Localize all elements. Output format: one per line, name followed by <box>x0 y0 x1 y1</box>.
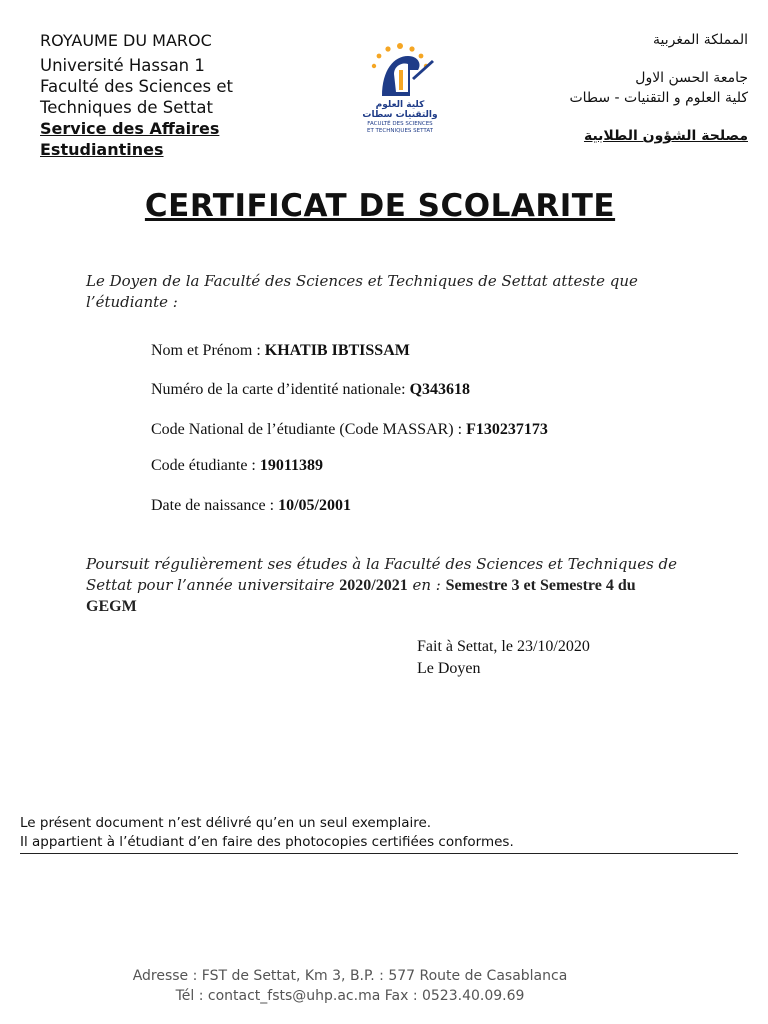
field-birth-date-label: Date de naissance : <box>151 497 279 514</box>
faculty-name-line2: Techniques de Settat <box>40 98 213 117</box>
country-name-ar: المملكة المغربية <box>652 32 748 48</box>
field-student-code-label: Code étudiante : <box>151 457 260 474</box>
notice-line1: Le présent document n’est délivré qu’en un seul exemplaire. <box>20 815 432 831</box>
university-name-ar: جامعة الحسن الاول <box>635 70 748 86</box>
field-birth-date <box>151 497 351 515</box>
footer-address <box>0 966 700 1006</box>
logo-caption-fr-1: FACULTÉ DES SCIENCES <box>367 121 433 127</box>
faculty-name-ar: كلية العلوم و التقنيات - سطات <box>569 90 748 106</box>
address-line: Adresse : FST de Settat, Km 3, B.P. : 577 Route de Casablanca <box>132 968 568 984</box>
country-name: ROYAUME DU MAROC <box>40 31 212 50</box>
field-name <box>151 342 410 360</box>
field-cin-value: Q343618 <box>409 381 471 398</box>
service-name-ar: مصلحة الشؤون الطلابية <box>583 128 748 144</box>
field-name-value: KHATIB IBTISSAM <box>264 342 410 359</box>
place-date: Fait à Settat, le 23/10/2020 <box>417 638 590 655</box>
field-massar-value: F130237173 <box>466 421 548 438</box>
field-cin-label: Numéro de la carte d’identité nationale: <box>151 381 410 398</box>
pursuit-text-1: Poursuit régulièrement ses études à la Faculté des Sciences et Techniques de Settat pour l’année universitaire <box>86 555 678 594</box>
faculty-logo <box>352 40 448 134</box>
faculty-name-line1: Faculté des Sciences et <box>40 77 233 96</box>
logo-emblem-icon <box>352 40 448 100</box>
logo-caption-ar-2: والتقنيات سطات <box>362 110 438 120</box>
signature-block <box>417 636 590 680</box>
semesters: Semestre 3 et Semestre 4 du GEGM <box>86 577 636 615</box>
field-student-code <box>151 457 323 475</box>
field-name-label: Nom et Prénom : <box>151 342 265 359</box>
university-name: Université Hassan 1 <box>40 56 205 75</box>
field-massar-label: Code National de l’étudiante (Code MASSAR) : <box>151 421 467 438</box>
notice <box>20 814 514 852</box>
notice-line2: Il appartient à l’étudiant d’en faire des photocopies certifiées conformes. <box>20 834 514 850</box>
signatory-role: Le Doyen <box>417 660 481 677</box>
academic-year: 2020/2021 <box>339 577 408 594</box>
header-arabic <box>569 30 748 146</box>
contact-line: Tél : contact_fsts@uhp.ac.ma Fax : 0523.40.09.69 <box>175 988 525 1004</box>
field-student-code-value: 19011389 <box>259 457 323 474</box>
field-birth-date-value: 10/05/2001 <box>278 497 351 514</box>
logo-caption-ar-1: كلية العلوم <box>375 100 425 110</box>
field-cin <box>151 381 470 399</box>
service-name-line1: Service des Affaires <box>40 119 220 138</box>
divider <box>20 853 738 854</box>
intro-text: Le Doyen de la Faculté des Sciences et Techniques de Settat atteste que l’étudiante : <box>86 272 638 311</box>
header-french <box>40 30 233 160</box>
pursuit-paragraph <box>86 554 686 617</box>
document-title: CERTIFICAT DE SCOLARITE <box>144 188 616 224</box>
field-massar <box>151 421 548 439</box>
logo-caption-fr-2: ET TECHNIQUES SETTAT <box>366 127 434 134</box>
pursuit-text-2: en : <box>407 576 446 594</box>
service-name-line2: Estudiantines <box>40 140 164 159</box>
